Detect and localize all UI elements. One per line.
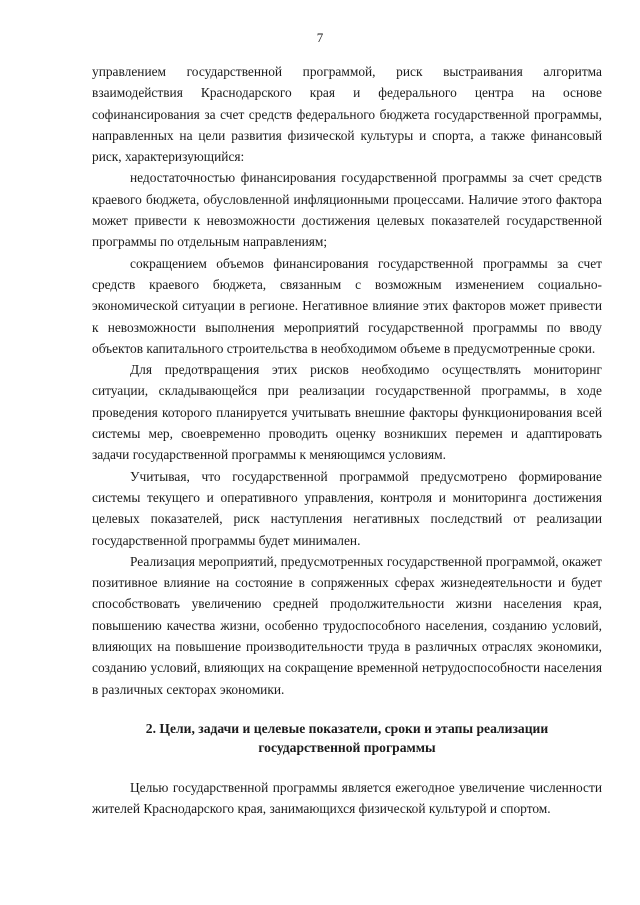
section-heading-line-1: 2. Цели, задачи и целевые показатели, сроки и этапы реализации xyxy=(145,721,549,736)
paragraph-management-system: Учитывая, что государственной программой предусмотрено формирование системы текущего и оперативного управления, контроля и мониторинга достижения целевых показателей, риск наступления негативных последствий от реализации государственной программы будет минимален. xyxy=(92,468,602,548)
section-body xyxy=(92,777,602,820)
paragraph-funding-reduction: сокращением объемов финансирования государственной программы за счет средств краевого бюджета, связанным с возможным изменением социально-экономической ситуации в регионе. Негативное влияние этих факторов может привести к невозможности выполнения мероприятий государственной программы по вводу объектов капитального строительства в необходимом объеме в предусмотренные сроки. xyxy=(92,255,602,356)
section-heading-line-2: государственной программы xyxy=(258,740,436,755)
paragraph-insufficient-funding: недостаточностью финансирования государственной программы за счет средств краевого бюджета, обусловленной инфляционными процессами. Наличие этого фактора может привести к невозможности достижения целевых показателей государственной программы по отдельным направлениям; xyxy=(92,170,602,250)
page-number: 7 xyxy=(316,30,324,45)
paragraph-program-goal: Целью государственной программы является ежегодное увеличение численности жителей Краснодарского края, занимающихся физической культурой и спортом. xyxy=(92,780,602,817)
paragraph-risk-continuation: управлением государственной программой, риск выстраивания алгоритма взаимодействия Краснодарского края и федерального центра на основе софинансирования за счет средств федерального бюджета государственной программы, направленных на цели развития физической культуры и спорта, а также финансовый риск, характеризующийся: xyxy=(92,64,602,165)
paragraph-monitoring: Для предотвращения этих рисков необходимо осуществлять мониторинг ситуации, складывающейся при реализации государственной программы, в ходе проведения которого планируется учитывать внешние факторы функционирования всей системы мер, своевременно проводить оценку возникших перемен и адаптировать задачи государственной программы к меняющимся условиям. xyxy=(92,362,602,463)
section-heading xyxy=(92,719,602,757)
body-text xyxy=(92,61,602,700)
paragraph-positive-impact: Реализация мероприятий, предусмотренных государственной программой, окажет позитивное влияние на состояние в сопряженных сферах жизнедеятельности и будет способствовать увеличению средней продолжительности жизни населения края, повышению качества жизни, особенно трудоспособного населения, созданию условий, влияющих на повышение производительности труда в различных отраслях экономики, созданию условий, влияющих на сокращение временной нетрудоспособности населения в различных секторах экономики. xyxy=(92,553,602,697)
